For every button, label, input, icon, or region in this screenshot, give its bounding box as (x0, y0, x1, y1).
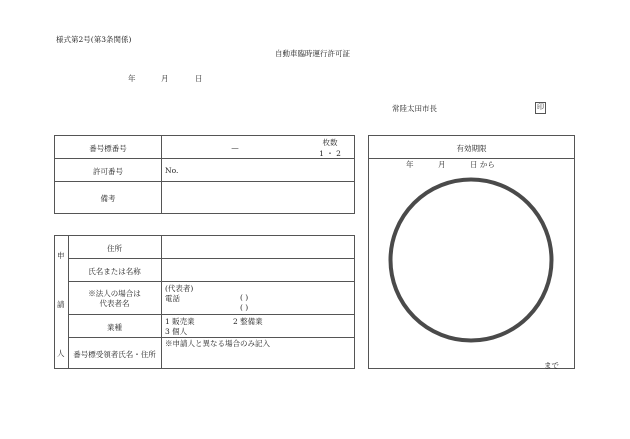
corporate-note-line2: 代表者名 (99, 299, 130, 308)
applicant-side-char-3: 人 (57, 349, 65, 358)
plate-receiver-note: ※申請人と異なる場合のみ記入 (165, 339, 270, 348)
seal-circle (386, 175, 556, 345)
applicant-table (54, 235, 355, 369)
document-title: 自動車臨時運行許可証 (275, 49, 350, 58)
applicant-side-char-1: 申 (57, 251, 65, 260)
remarks-label: 備考 (100, 194, 116, 203)
validity-month: 月 (438, 160, 446, 169)
representative-label: (代表者) (165, 284, 194, 293)
phone-label: 電話 (165, 294, 180, 303)
plate-number-label: 番号標番号 (89, 144, 127, 153)
permit-number-value[interactable]: No. (165, 166, 179, 175)
date-day: 日 (195, 74, 203, 83)
plate-count-label: 枚数 (322, 138, 338, 147)
date-year: 年 (128, 74, 136, 83)
validity-day-from: 日 から (470, 160, 495, 169)
plate-receiver-label: 番号標受領者氏名・住所 (73, 350, 156, 359)
validity-until: まで (544, 361, 559, 370)
issuer-name: 常陸太田市長 (392, 104, 437, 113)
business-option-sales[interactable]: 1 販売業 (165, 317, 195, 326)
seal-mark: 印 (535, 102, 546, 114)
plate-count-value[interactable]: 1 ・ 2 (319, 149, 341, 158)
applicant-side-char-2: 請 (57, 300, 65, 309)
date-month: 月 (161, 74, 169, 83)
business-option-individual[interactable]: 3 個人 (165, 327, 188, 336)
business-option-maintenance[interactable]: 2 整備業 (233, 317, 263, 326)
validity-year: 年 (406, 160, 414, 169)
name-label: 氏名または名称 (88, 267, 141, 276)
form-id: 様式第2号(第3条関係) (56, 35, 132, 44)
address-label: 住所 (107, 244, 122, 253)
plate-number-value[interactable]: — (231, 143, 239, 152)
validity-panel (368, 135, 575, 369)
phone-paren-1[interactable]: ( ) (240, 293, 249, 302)
permit-number-label: 許可番号 (93, 167, 123, 176)
business-type-label: 業種 (107, 323, 122, 332)
validity-title: 有効期限 (456, 144, 487, 153)
corporate-note-line1: ※法人の場合は (88, 289, 141, 298)
phone-paren-2[interactable]: ( ) (240, 303, 249, 312)
permit-table (54, 135, 355, 214)
